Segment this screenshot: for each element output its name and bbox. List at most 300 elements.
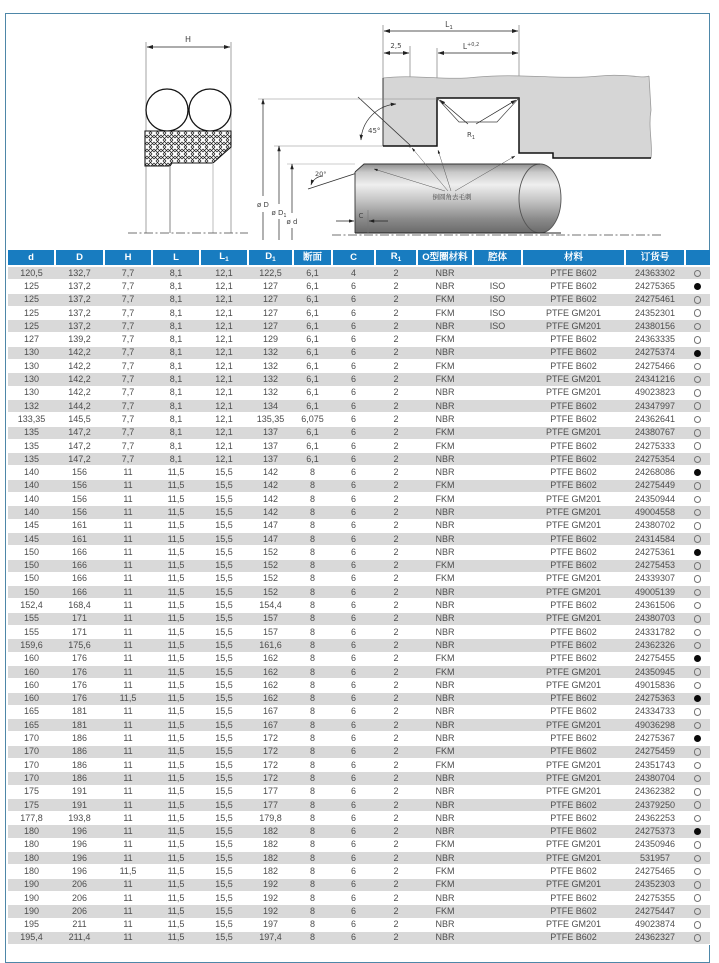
col-header-L: L <box>152 250 200 266</box>
cell-L1: 12,1 <box>200 373 248 386</box>
cell-material: PTFE GM201 <box>522 373 625 386</box>
open-dot-icon <box>694 522 702 530</box>
cell-orderno: 24275365 <box>625 280 685 293</box>
cell-availability <box>685 772 710 785</box>
col-header-H: H <box>104 250 152 266</box>
cell-D: 166 <box>55 586 104 599</box>
cell-orderno: 24331782 <box>625 626 685 639</box>
cell-H: 11 <box>104 812 152 825</box>
cell-d: 135 <box>8 439 55 452</box>
cell-L1: 15,5 <box>200 931 248 944</box>
cell-d: 150 <box>8 546 55 559</box>
cell-H: 7,7 <box>104 360 152 373</box>
cell-H: 11 <box>104 931 152 944</box>
cell-D1: 162 <box>248 679 293 692</box>
cell-section: 8 <box>293 479 332 492</box>
cell-H: 7,7 <box>104 413 152 426</box>
cell-orderno: 24275455 <box>625 652 685 665</box>
cell-L1: 15,5 <box>200 825 248 838</box>
cell-orderno: 24275459 <box>625 745 685 758</box>
cell-cavity <box>473 466 522 479</box>
cell-availability <box>685 586 710 599</box>
table-row <box>8 439 710 452</box>
cell-D1: 192 <box>248 891 293 904</box>
cell-L: 8,1 <box>152 386 200 399</box>
open-dot-icon <box>694 841 702 849</box>
cell-L1: 12,1 <box>200 266 248 280</box>
cell-D: 176 <box>55 652 104 665</box>
cell-D: 144,2 <box>55 399 104 412</box>
cell-D: 161 <box>55 532 104 545</box>
cell-section: 8 <box>293 812 332 825</box>
cell-C: 6 <box>332 719 375 732</box>
cell-R1: 2 <box>375 519 417 532</box>
cell-section: 8 <box>293 785 332 798</box>
cell-section: 8 <box>293 532 332 545</box>
open-dot-icon <box>694 775 702 783</box>
cell-R1: 2 <box>375 493 417 506</box>
cell-D: 176 <box>55 692 104 705</box>
cell-H: 11 <box>104 785 152 798</box>
cell-d: 140 <box>8 479 55 492</box>
filled-dot-icon <box>694 735 701 742</box>
cell-R1: 2 <box>375 812 417 825</box>
cell-C: 6 <box>332 466 375 479</box>
cell-L: 11,5 <box>152 825 200 838</box>
cell-L1: 15,5 <box>200 745 248 758</box>
cell-orderno: 24275465 <box>625 865 685 878</box>
cell-H: 11 <box>104 639 152 652</box>
cell-material: PTFE B602 <box>522 546 625 559</box>
cell-oring: NBR <box>417 785 473 798</box>
cell-C: 6 <box>332 479 375 492</box>
cell-cavity <box>473 360 522 373</box>
cell-orderno: 24363302 <box>625 266 685 280</box>
cell-cavity <box>473 639 522 652</box>
cell-D1: 137 <box>248 439 293 452</box>
col-header-D1: $D_1$ <box>248 250 293 266</box>
cell-availability <box>685 453 710 466</box>
cell-D: 196 <box>55 865 104 878</box>
cell-R1: 2 <box>375 320 417 333</box>
table-row <box>8 905 710 918</box>
cell-L: 8,1 <box>152 373 200 386</box>
cell-cavity <box>473 453 522 466</box>
cell-availability <box>685 719 710 732</box>
cell-d: 125 <box>8 320 55 333</box>
cell-d: 170 <box>8 772 55 785</box>
cell-D1: 147 <box>248 519 293 532</box>
cell-H: 7,7 <box>104 439 152 452</box>
cell-C: 6 <box>332 626 375 639</box>
open-dot-icon <box>694 389 702 397</box>
cell-section: 8 <box>293 758 332 771</box>
cell-D: 156 <box>55 466 104 479</box>
cell-C: 6 <box>332 705 375 718</box>
seal-cross-section <box>128 35 248 233</box>
cell-oring: NBR <box>417 732 473 745</box>
cell-d: 150 <box>8 572 55 585</box>
cell-cavity <box>473 852 522 865</box>
cell-D1: 152 <box>248 559 293 572</box>
cell-d: 170 <box>8 732 55 745</box>
dim-R1-label: $R_1$ <box>466 131 476 141</box>
cell-H: 11,5 <box>104 865 152 878</box>
cell-L: 11,5 <box>152 758 200 771</box>
cell-D: 181 <box>55 705 104 718</box>
cell-availability <box>685 546 710 559</box>
cell-H: 7,7 <box>104 386 152 399</box>
cell-section: 8 <box>293 918 332 931</box>
cell-orderno: 24341216 <box>625 373 685 386</box>
cell-L: 11,5 <box>152 812 200 825</box>
cell-C: 6 <box>332 453 375 466</box>
cell-availability <box>685 360 710 373</box>
open-dot-icon <box>694 270 702 278</box>
table-row <box>8 320 710 333</box>
open-dot-icon <box>694 456 702 464</box>
cell-material: PTFE B602 <box>522 812 625 825</box>
table-row <box>8 692 710 705</box>
cell-material: PTFE B602 <box>522 439 625 452</box>
cell-orderno: 24362327 <box>625 931 685 944</box>
cell-d: 165 <box>8 705 55 718</box>
cell-oring: FKM <box>417 572 473 585</box>
cell-D: 142,2 <box>55 360 104 373</box>
cell-C: 6 <box>332 758 375 771</box>
cell-L1: 12,1 <box>200 306 248 319</box>
cell-material: PTFE B602 <box>522 453 625 466</box>
cell-section: 8 <box>293 599 332 612</box>
cell-L1: 12,1 <box>200 346 248 359</box>
cell-oring: NBR <box>417 266 473 280</box>
angle-45-label: 45° <box>368 127 381 135</box>
cell-orderno: 24275461 <box>625 293 685 306</box>
cell-material: PTFE B602 <box>522 333 625 346</box>
cell-C: 6 <box>332 852 375 865</box>
cell-D1: 172 <box>248 745 293 758</box>
cell-cavity <box>473 812 522 825</box>
cell-D1: 172 <box>248 732 293 745</box>
cell-H: 11 <box>104 891 152 904</box>
cell-R1: 2 <box>375 665 417 678</box>
cell-orderno: 49005139 <box>625 586 685 599</box>
cell-section: 8 <box>293 891 332 904</box>
cell-orderno: 24380702 <box>625 519 685 532</box>
cell-cavity <box>473 878 522 891</box>
cell-d: 190 <box>8 905 55 918</box>
cell-d: 190 <box>8 891 55 904</box>
table-row <box>8 838 710 851</box>
cell-availability <box>685 599 710 612</box>
cell-H: 11 <box>104 905 152 918</box>
cell-section: 8 <box>293 612 332 625</box>
cell-C: 6 <box>332 280 375 293</box>
cell-cavity <box>473 546 522 559</box>
cell-L1: 15,5 <box>200 852 248 865</box>
cell-D: 137,2 <box>55 293 104 306</box>
cell-oring: NBR <box>417 586 473 599</box>
col-header-C: C <box>332 250 375 266</box>
cell-D1: 127 <box>248 320 293 333</box>
cell-D: 139,2 <box>55 333 104 346</box>
cell-C: 6 <box>332 931 375 944</box>
table-row <box>8 852 710 865</box>
cell-L: 11,5 <box>152 519 200 532</box>
cell-R1: 2 <box>375 852 417 865</box>
cell-L: 8,1 <box>152 333 200 346</box>
cell-L1: 15,5 <box>200 692 248 705</box>
cell-R1: 2 <box>375 373 417 386</box>
cell-section: 8 <box>293 931 332 944</box>
cell-cavity <box>473 413 522 426</box>
cell-L1: 15,5 <box>200 665 248 678</box>
cell-D: 142,2 <box>55 386 104 399</box>
cell-availability <box>685 785 710 798</box>
cell-section: 8 <box>293 572 332 585</box>
cell-availability <box>685 652 710 665</box>
cell-C: 6 <box>332 652 375 665</box>
cell-L: 11,5 <box>152 652 200 665</box>
cell-orderno: 24275374 <box>625 346 685 359</box>
angle-20-label: 20° <box>315 170 327 178</box>
table-row <box>8 665 710 678</box>
cell-material: PTFE GM201 <box>522 838 625 851</box>
table-row <box>8 386 710 399</box>
cell-D: 132,7 <box>55 266 104 280</box>
cell-R1: 2 <box>375 772 417 785</box>
cell-d: 125 <box>8 293 55 306</box>
cell-section: 8 <box>293 652 332 665</box>
cell-D: 206 <box>55 891 104 904</box>
cell-C: 6 <box>332 399 375 412</box>
cell-D: 147,2 <box>55 453 104 466</box>
cell-availability <box>685 413 710 426</box>
cell-availability <box>685 612 710 625</box>
cell-D: 211 <box>55 918 104 931</box>
table-row <box>8 931 710 944</box>
cell-R1: 2 <box>375 825 417 838</box>
table-row <box>8 399 710 412</box>
cell-D: 176 <box>55 679 104 692</box>
cell-availability <box>685 918 710 931</box>
cell-d: 130 <box>8 360 55 373</box>
cell-material: PTFE B602 <box>522 692 625 705</box>
open-dot-icon <box>694 722 702 730</box>
cell-H: 7,7 <box>104 426 152 439</box>
cell-orderno: 24362382 <box>625 785 685 798</box>
cell-section: 8 <box>293 559 332 572</box>
cell-material: PTFE GM201 <box>522 772 625 785</box>
cell-section: 8 <box>293 519 332 532</box>
cell-availability <box>685 905 710 918</box>
cell-L: 11,5 <box>152 532 200 545</box>
cell-cavity <box>473 612 522 625</box>
open-dot-icon <box>694 868 702 876</box>
cell-R1: 2 <box>375 905 417 918</box>
cell-C: 6 <box>332 679 375 692</box>
cell-R1: 2 <box>375 413 417 426</box>
cell-cavity: ISO <box>473 280 522 293</box>
cell-cavity: ISO <box>473 306 522 319</box>
cell-C: 6 <box>332 493 375 506</box>
cell-D: 171 <box>55 612 104 625</box>
cell-d: 165 <box>8 719 55 732</box>
open-dot-icon <box>694 416 702 424</box>
cell-availability <box>685 692 710 705</box>
cell-section: 6,1 <box>293 453 332 466</box>
cell-d: 125 <box>8 306 55 319</box>
cell-material: PTFE B602 <box>522 626 625 639</box>
cell-section: 8 <box>293 865 332 878</box>
cell-L1: 12,1 <box>200 280 248 293</box>
cell-D1: 142 <box>248 466 293 479</box>
cell-L1: 12,1 <box>200 453 248 466</box>
cell-D1: 154,4 <box>248 599 293 612</box>
cell-orderno: 24347997 <box>625 399 685 412</box>
cell-D1: 157 <box>248 612 293 625</box>
table-row <box>8 732 710 745</box>
cell-d: 177,8 <box>8 812 55 825</box>
table-row <box>8 519 710 532</box>
cell-L: 8,1 <box>152 453 200 466</box>
dim-L1-label: $L_1$ <box>445 20 453 31</box>
cell-oring: NBR <box>417 399 473 412</box>
size-table <box>8 250 710 945</box>
cell-availability <box>685 266 710 280</box>
cell-section: 8 <box>293 798 332 811</box>
cell-d: 150 <box>8 586 55 599</box>
cell-R1: 2 <box>375 639 417 652</box>
col-header-D: D <box>55 250 104 266</box>
cell-C: 6 <box>332 785 375 798</box>
cell-oring: FKM <box>417 426 473 439</box>
cell-oring: FKM <box>417 333 473 346</box>
cell-cavity <box>473 386 522 399</box>
cell-D: 166 <box>55 559 104 572</box>
cell-cavity <box>473 479 522 492</box>
cell-orderno: 24350944 <box>625 493 685 506</box>
cell-cavity <box>473 732 522 745</box>
cell-L: 11,5 <box>152 572 200 585</box>
cell-section: 8 <box>293 825 332 838</box>
table-row <box>8 333 710 346</box>
filled-dot-icon <box>694 350 701 357</box>
cell-D: 147,2 <box>55 439 104 452</box>
cell-cavity <box>473 506 522 519</box>
cell-material: PTFE B602 <box>522 639 625 652</box>
table-row <box>8 878 710 891</box>
cell-C: 6 <box>332 559 375 572</box>
cell-section: 6,1 <box>293 266 332 280</box>
cell-L1: 15,5 <box>200 719 248 732</box>
cell-d: 180 <box>8 852 55 865</box>
cell-orderno: 24352301 <box>625 306 685 319</box>
cell-D1: 122,5 <box>248 266 293 280</box>
cell-H: 7,7 <box>104 346 152 359</box>
cell-C: 6 <box>332 519 375 532</box>
cell-D: 191 <box>55 785 104 798</box>
cell-H: 7,7 <box>104 320 152 333</box>
cell-oring: NBR <box>417 772 473 785</box>
cell-d: 175 <box>8 798 55 811</box>
cell-availability <box>685 705 710 718</box>
cell-L: 11,5 <box>152 705 200 718</box>
cell-D: 196 <box>55 825 104 838</box>
cell-cavity <box>473 599 522 612</box>
cell-H: 11 <box>104 612 152 625</box>
cell-R1: 2 <box>375 386 417 399</box>
table-row <box>8 772 710 785</box>
cell-section: 8 <box>293 665 332 678</box>
table-row <box>8 266 710 280</box>
open-dot-icon <box>694 815 702 823</box>
cell-orderno: 49004558 <box>625 506 685 519</box>
cell-L: 11,5 <box>152 852 200 865</box>
cell-H: 11 <box>104 559 152 572</box>
cell-L1: 15,5 <box>200 586 248 599</box>
table-row <box>8 758 710 771</box>
cell-R1: 2 <box>375 559 417 572</box>
cell-availability <box>685 878 710 891</box>
cell-D1: 179,8 <box>248 812 293 825</box>
cell-D: 156 <box>55 506 104 519</box>
cell-availability <box>685 386 710 399</box>
open-dot-icon <box>694 921 702 929</box>
cell-R1: 2 <box>375 918 417 931</box>
cell-D: 156 <box>55 479 104 492</box>
cell-D: 175,6 <box>55 639 104 652</box>
open-dot-icon <box>694 442 702 450</box>
cell-d: 145 <box>8 519 55 532</box>
table-row <box>8 360 710 373</box>
cell-material: PTFE B602 <box>522 798 625 811</box>
cell-orderno: 24362641 <box>625 413 685 426</box>
cell-D: 186 <box>55 758 104 771</box>
cell-material: PTFE GM201 <box>522 426 625 439</box>
cell-D1: 162 <box>248 692 293 705</box>
cell-R1: 2 <box>375 785 417 798</box>
cell-D1: 161,6 <box>248 639 293 652</box>
cell-availability <box>685 306 710 319</box>
open-dot-icon <box>694 562 702 570</box>
cell-oring: NBR <box>417 931 473 944</box>
cell-section: 8 <box>293 679 332 692</box>
cell-L: 8,1 <box>152 426 200 439</box>
cell-oring: NBR <box>417 692 473 705</box>
cell-H: 11 <box>104 519 152 532</box>
cell-material: PTFE B602 <box>522 732 625 745</box>
cell-availability <box>685 626 710 639</box>
cell-material: PTFE GM201 <box>522 572 625 585</box>
cell-L: 11,5 <box>152 878 200 891</box>
cell-orderno: 24275355 <box>625 891 685 904</box>
cell-H: 7,7 <box>104 280 152 293</box>
cell-material: PTFE GM201 <box>522 918 625 931</box>
cell-H: 11 <box>104 732 152 745</box>
cell-material: PTFE GM201 <box>522 665 625 678</box>
cell-C: 6 <box>332 732 375 745</box>
cell-L: 8,1 <box>152 293 200 306</box>
cell-orderno: 24275354 <box>625 453 685 466</box>
cell-L: 11,5 <box>152 679 200 692</box>
open-dot-icon <box>694 894 702 902</box>
cell-availability <box>685 466 710 479</box>
table-row <box>8 572 710 585</box>
cell-material: PTFE B602 <box>522 705 625 718</box>
cell-H: 11 <box>104 745 152 758</box>
cell-D1: 197,4 <box>248 931 293 944</box>
